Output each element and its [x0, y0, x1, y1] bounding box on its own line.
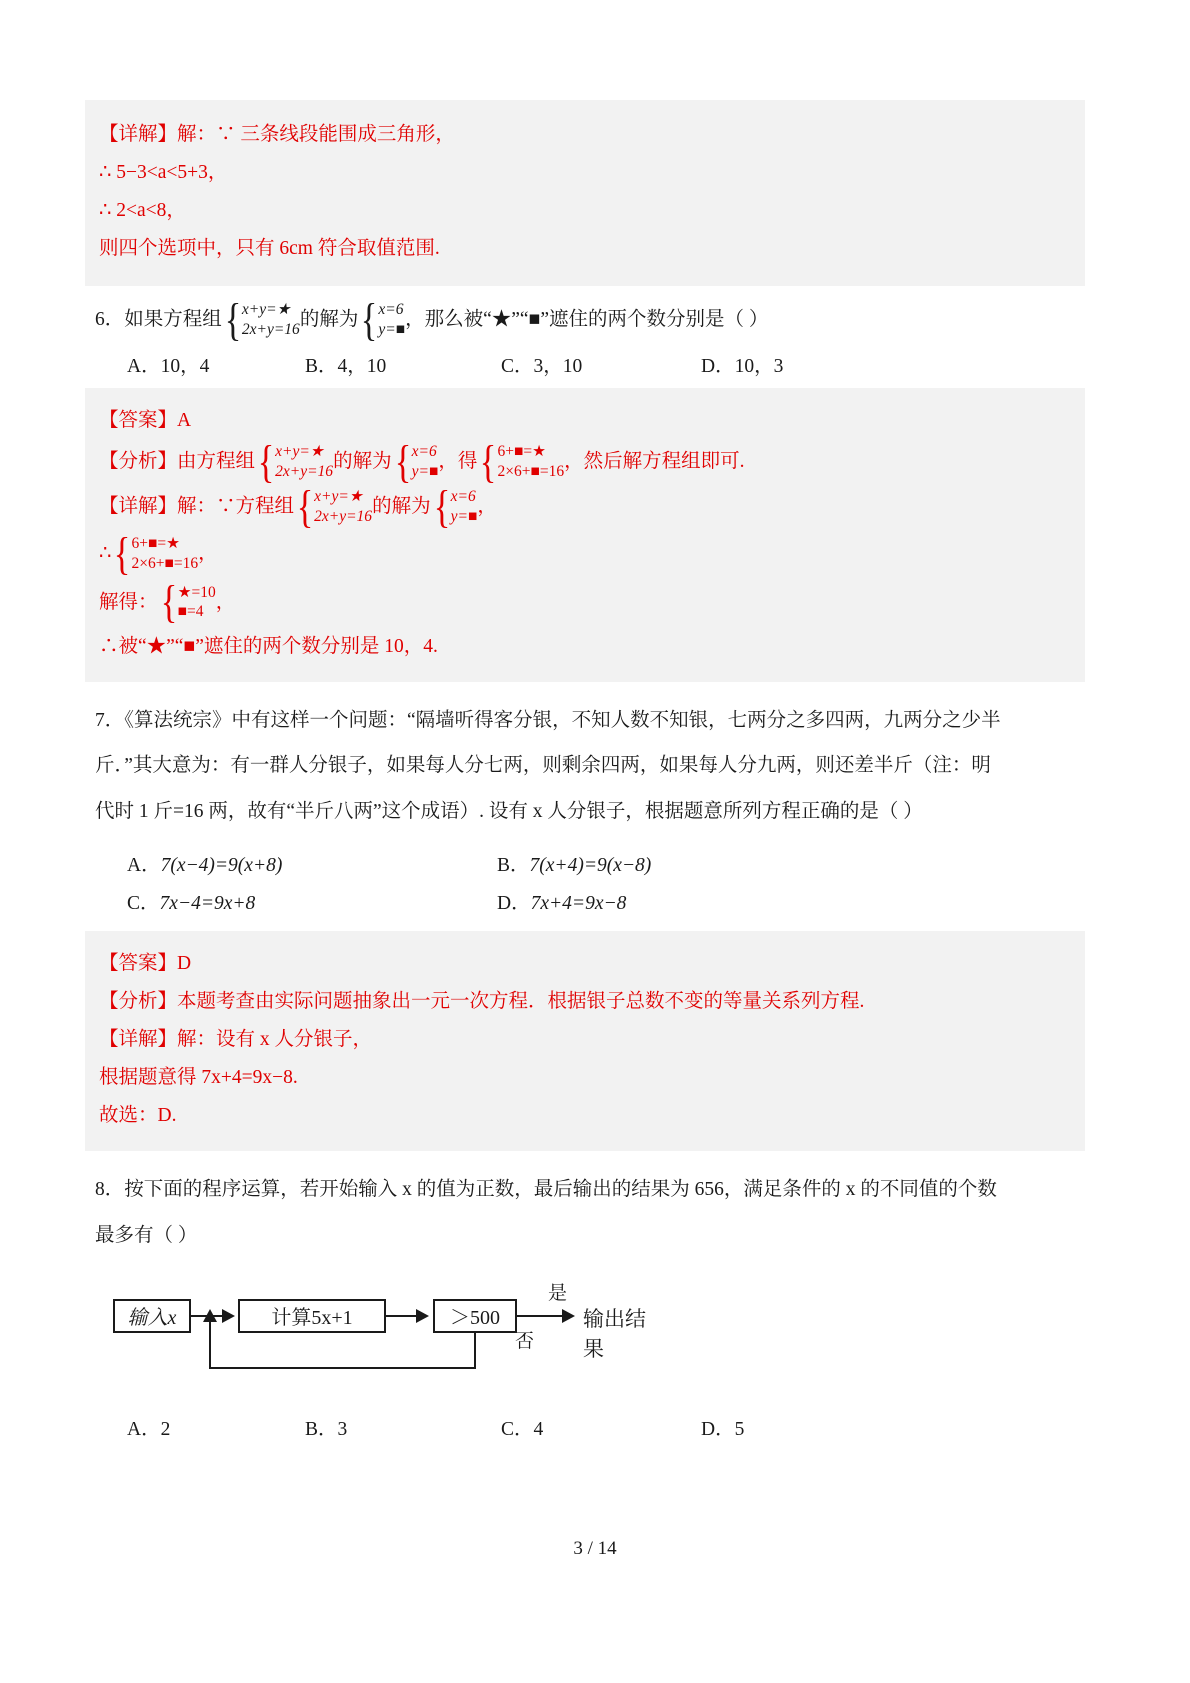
solve-label: 解得：	[99, 591, 158, 613]
arrow-right-icon	[562, 1309, 575, 1323]
flow-connector	[386, 1315, 418, 1317]
analysis-text: 本题考查由实际问题抽象出一元一次方程．根据银子总数不变的等量关系列方程.	[177, 991, 865, 1013]
question-stem-text: 《算法统宗》中有这样一个问题：“隔墙听得客分银，不知人数不知银，七两分之多四两，九两分之少半	[124, 709, 1001, 731]
question-7-stem-line2	[95, 743, 1095, 789]
detail-text: ∴ 5−3<a<5+3，	[99, 162, 228, 184]
detail-tag: 【详解】	[99, 124, 178, 145]
page-footer: 3 / 14	[573, 1538, 617, 1559]
detail-line	[99, 1097, 1071, 1135]
system-row: x+y=★	[275, 443, 324, 461]
flow-connector	[517, 1315, 564, 1317]
left-brace-icon: {	[361, 293, 378, 345]
solution-line	[99, 192, 1071, 230]
option-label: B．	[305, 1418, 338, 1440]
option-a[interactable]	[95, 1413, 305, 1441]
option-c[interactable]	[501, 350, 701, 378]
option-label: A．	[127, 356, 161, 378]
option-text: 4	[533, 1418, 544, 1440]
question-stem-text: 的解为	[299, 309, 359, 331]
option-text: 7x+4=9x−8	[530, 893, 627, 915]
option-b[interactable]	[305, 350, 501, 378]
left-brace-icon: {	[257, 436, 275, 488]
option-a[interactable]	[95, 350, 305, 378]
left-brace-icon: {	[394, 436, 411, 488]
analysis-text: ，然后解方程组即可.	[564, 451, 745, 473]
detail-line	[99, 1059, 1071, 1097]
flowchart-yes-label: 是	[548, 1282, 568, 1304]
question-7-stem-line3	[95, 789, 1095, 835]
option-label: C．	[501, 1418, 534, 1440]
question-7-options-row1	[95, 849, 1095, 877]
conclusion-line	[99, 628, 1071, 666]
option-label: A．	[127, 1418, 161, 1440]
detail-text: ，	[477, 496, 497, 518]
option-text: 7(x+4)=9(x−8)	[529, 855, 652, 877]
detail-tag: 【详解】	[99, 496, 178, 518]
option-d[interactable]	[701, 350, 901, 378]
option-b[interactable]	[497, 849, 651, 877]
system-row: x=6	[450, 487, 476, 505]
flowchart-input-box	[113, 1299, 191, 1333]
system-row: y=■	[411, 462, 439, 480]
detail-text: 的解为	[372, 496, 431, 518]
flowchart-output-label: 输出结果	[583, 1306, 646, 1361]
option-c[interactable]	[501, 1413, 701, 1441]
answer-value: A	[177, 410, 192, 432]
question-stem-text: 如果方程组	[124, 309, 222, 331]
answer-tag: 【答案】	[99, 953, 178, 975]
system-row: 2x+y=16	[241, 320, 300, 338]
option-text: 7(x−4)=9(x+8)	[160, 855, 283, 877]
option-d[interactable]	[701, 1413, 901, 1441]
solution-line	[99, 116, 1071, 154]
option-text: 10，4	[160, 356, 210, 378]
detail-line	[99, 480, 1071, 532]
question-number: 6．	[95, 309, 125, 331]
question-number: 7．	[95, 709, 125, 731]
system-row: 6+■=★	[131, 534, 181, 552]
option-text: 4，10	[337, 356, 387, 378]
equation-system	[111, 527, 199, 579]
system-row: x+y=★	[314, 487, 363, 505]
option-text: 7x−4=9x+8	[159, 893, 256, 915]
flowchart-no-label: 否	[515, 1330, 535, 1352]
detail-text: 根据题意得 7x+4=9x−8.	[99, 1067, 298, 1089]
question-stem-text: 代时 1 斤=16 两，故有“半斤八两”这个成语）. 设有 x 人分银子，根据题意所列方程正确的是（ ）	[95, 801, 923, 823]
answer-value: D	[177, 953, 192, 975]
left-brace-icon: {	[160, 576, 177, 628]
analysis-line	[99, 983, 1071, 1021]
option-label: D．	[701, 1418, 735, 1440]
flowchart-calc-box	[238, 1299, 386, 1333]
question-stem-text: 按下面的程序运算，若开始输入 x 的值为正数，最后输出的结果为 656，满足条件的 x 的不同值的个数	[124, 1179, 997, 1201]
detail-tag: 【详解】	[99, 1029, 178, 1051]
system-row: 2x+y=16	[314, 507, 373, 525]
option-label: D．	[497, 893, 531, 915]
option-label: B．	[497, 855, 530, 877]
option-text: 3	[337, 1418, 348, 1440]
detail-text: ∴ 2<a<8，	[99, 200, 186, 222]
analysis-text: ，得	[438, 451, 478, 473]
system-row: 2×6+■=16	[497, 462, 565, 480]
option-label: D．	[701, 356, 735, 378]
arrow-right-icon	[416, 1309, 429, 1323]
question-stem-text: 斤．”其大意为：有一群人分银子，如果每人分七两，则剩余四两，如果每人分九两，则还差半斤（注：明	[95, 755, 991, 777]
system-row: y=■	[378, 320, 406, 338]
system-row: x+y=★	[241, 300, 291, 318]
system-row: ★=10	[177, 583, 216, 601]
equation-system	[431, 480, 478, 532]
analysis-tag: 【分析】	[99, 991, 178, 1013]
option-text: 5	[734, 1418, 745, 1440]
equation-system	[222, 293, 300, 345]
system-row: 6+■=★	[497, 443, 546, 461]
equation-system	[294, 480, 373, 532]
question-8-options	[95, 1413, 1095, 1441]
option-label: C．	[501, 356, 534, 378]
option-c[interactable]	[95, 887, 497, 915]
system-row: x=6	[411, 443, 437, 461]
flowchart-condition-label: ＞500	[450, 1307, 500, 1330]
option-text: 2	[160, 1418, 171, 1440]
detail-text: 解：∵方程组	[177, 496, 295, 518]
arrow-right-icon	[222, 1309, 235, 1323]
system-row: x=6	[378, 300, 404, 318]
detail-text: ，	[215, 591, 236, 613]
question-8-stem	[95, 1167, 1095, 1259]
answer-tag: 【答案】	[99, 410, 178, 432]
detail-text: 解：设有 x 人分银子，	[177, 1029, 373, 1051]
question-6-options	[95, 350, 1095, 378]
option-b[interactable]	[305, 1413, 501, 1441]
flowchart-condition-box	[433, 1299, 517, 1333]
therefore-symbol: ∴	[99, 543, 112, 565]
option-text: 3，10	[533, 356, 583, 378]
equation-system	[477, 436, 565, 488]
flow-connector	[209, 1321, 211, 1369]
question-7-options-row2	[95, 887, 1095, 915]
arrow-up-icon	[203, 1309, 217, 1322]
system-row: ■=4	[177, 603, 204, 621]
system-row: 2×6+■=16	[131, 554, 199, 572]
question-7-stem	[95, 698, 1095, 835]
detail-text: ，	[198, 543, 218, 565]
flowchart-input-label: 输入x	[127, 1307, 177, 1330]
option-label: C．	[127, 893, 160, 915]
answer-block-q6	[85, 388, 1085, 681]
conclusion-text: ∴被“★”“■”遮住的两个数分别是 10，4.	[99, 635, 438, 657]
left-brace-icon: {	[480, 436, 497, 488]
flowchart-calc-label: 计算5x+1	[271, 1307, 353, 1330]
option-label: B．	[305, 356, 338, 378]
option-d[interactable]	[497, 887, 626, 915]
equation-system	[255, 436, 334, 488]
analysis-text: 的解为	[333, 451, 392, 473]
question-6-stem	[95, 293, 1095, 345]
left-brace-icon: {	[433, 480, 450, 532]
left-brace-icon: {	[296, 480, 314, 532]
system-row: y=■	[450, 507, 478, 525]
equation-system	[158, 576, 216, 628]
answer-line	[99, 945, 1071, 983]
detail-text: 故选：D.	[99, 1105, 177, 1127]
solution-line	[99, 154, 1071, 192]
detail-text: 则四个选项中，只有 6cm 符合取值范围.	[99, 238, 440, 260]
flow-connector	[209, 1367, 476, 1369]
answer-block-q7	[85, 931, 1085, 1151]
question-7-stem-line1	[95, 698, 1095, 744]
equation-system	[392, 436, 439, 488]
equation-system	[358, 293, 406, 345]
detail-line	[99, 1021, 1071, 1059]
analysis-text: 由方程组	[177, 451, 256, 473]
detail-line	[99, 527, 1071, 579]
flow-connector	[474, 1333, 476, 1369]
answer-line	[99, 402, 1071, 440]
left-brace-icon: {	[114, 527, 131, 579]
detail-line	[99, 576, 1071, 628]
option-label: A．	[127, 855, 161, 877]
page-content	[95, 100, 1095, 1451]
analysis-tag: 【分析】	[99, 451, 178, 473]
option-text: 10，3	[734, 356, 784, 378]
program-flowchart	[103, 1281, 663, 1389]
question-stem-text: ，那么被“★”“■”遮住的两个数分别是（ ）	[405, 309, 769, 331]
solution-block-q5	[85, 100, 1085, 286]
question-number: 8．	[95, 1179, 125, 1201]
question-stem-text: 最多有（ ）	[95, 1224, 198, 1246]
analysis-line	[99, 436, 1071, 488]
question-8-stem-line2	[95, 1213, 1095, 1259]
option-a[interactable]	[95, 849, 497, 877]
detail-text: 解：∵ 三条线段能围成三角形，	[177, 124, 455, 145]
question-8-stem-line1	[95, 1167, 1095, 1213]
solution-line	[99, 230, 1071, 268]
system-row: 2x+y=16	[275, 462, 334, 480]
left-brace-icon: {	[224, 293, 242, 345]
